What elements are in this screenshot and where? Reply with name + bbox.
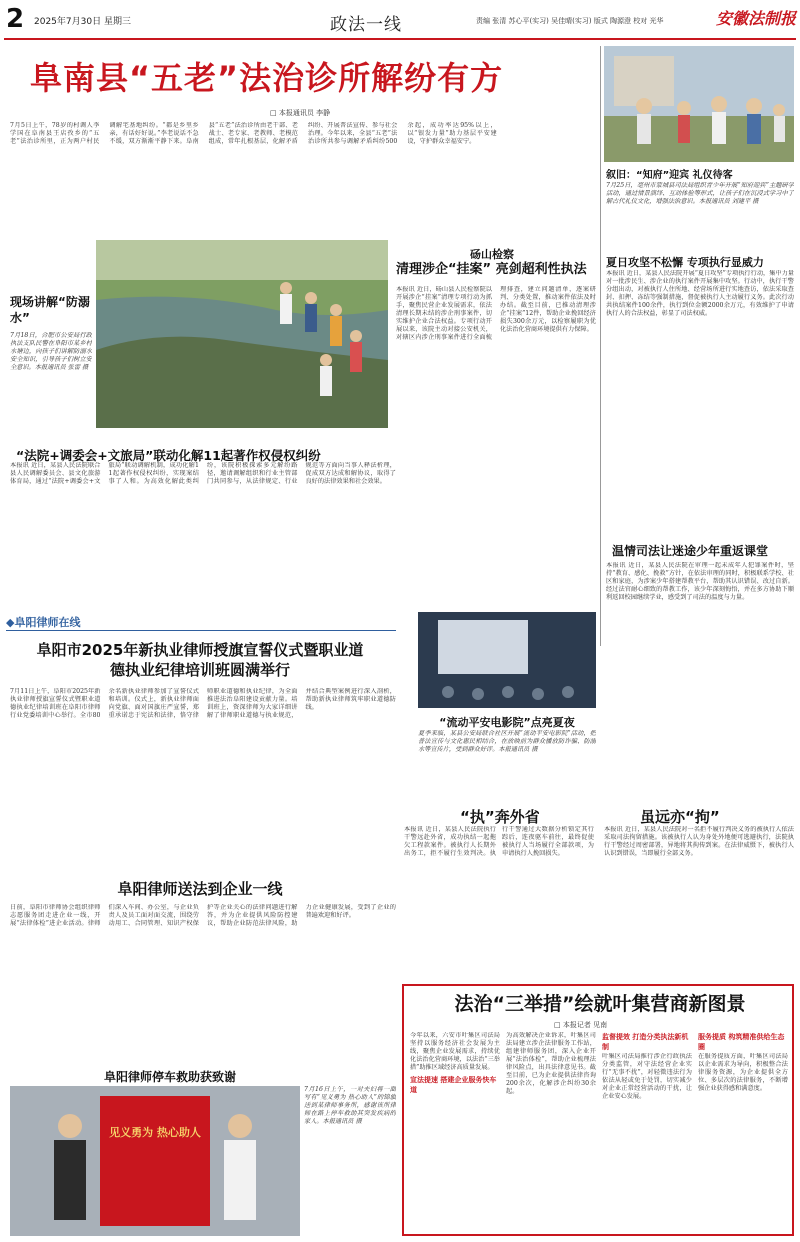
feature-sub3: 服务提质 构筑精准供给生态圈 [698, 1033, 785, 1051]
story-summer-title: 夏日攻坚不松懈 专项执行显威力 [606, 256, 764, 269]
story-youth-body: 本报讯 近日，某县人民法院在审理一起未成年人犯罪案件时，坚持“教育、感化、挽救”方针，在依法审理的同时，积极联系学校、社区和家庭，为涉案少年搭建帮教平台，帮助其认识错误、改过自新。经过法官耐心细致的帮教工作，该少年深刻悔悟，并在多方协助下顺利返回校园继续学业，感受到了司法的温度与力量。 [606, 562, 794, 601]
story-lawyers-title: 阜阳市2025年新执业律师授旗宣誓仪式暨职业道德执业纪律培训班圆满举行 [36, 641, 364, 679]
story-lawyers-body: 7月11日上午，阜阳市2025年新执业律师授旗宣誓仪式暨职业道德执业纪律培训班在阜阳市律师行业党委培训中心举行。全市80余名新执业律师参加了宣誓仪式和培训。仪式上，新执业律师面向党旗、面对国旗庄严宣誓，郑重承诺忠于宪法和法律，恪守律师职业道德和执业纪律，为全面推进法治阜阳建设贡献力量。培训班上，资深律师为大家详细讲解了律师职业道德与执业规范，并结合典型案例进行深入剖析，帮助新执业律师筑牢职业道德防线。 [10, 688, 396, 719]
video-title: “流动平安电影院”点亮夏夜 [439, 716, 575, 729]
photo-video [418, 612, 596, 708]
feature-sub1: 宣法提速 搭建企业服务快车道 [410, 1076, 497, 1094]
feature-sub1-body: 为高效解决企业诉求，叶集区司法局建立涉企法律服务工作站，组建律师服务团，深入企业开展“法治体检”，帮助企业梳理法律风险点，出具法律意见书。截至目前，已为企业提供法律咨询200余次，化解涉企纠纷30余起。 [506, 1032, 596, 1095]
feature-title: 法治“三举措”绘就叶集营商新图景 [454, 993, 746, 1015]
section-tag: ◆阜阳律师在线 [6, 616, 81, 629]
photo-right-caption: 7月25日，亳州市蒙城县司法局组织青少年开展“知府迎宾”主题研学活动，通过情景演绎、互动体验等形式，让孩子们在沉浸式学习中了解古代礼仪文化，增强法治意识。本报通讯员 刘建平 摄 [606, 182, 794, 205]
story-summer-body: 本报讯 近日，某县人民法院开展“夏日攻坚”专项执行行动，集中力量对一批涉民生、涉企业的执行案件开展集中攻坚。行动中，执行干警分组出动，对被执行人住所地、经营场所进行实地查访，依法采取查封、扣押、冻结等强制措施，督促被执行人主动履行义务。此次行动共执结案件100余件，执行到位金额2000余万元，有效维护了申请执行人的合法权益，彰显了司法权威。 [606, 270, 794, 317]
story-execute-title: “执”奔外省 [460, 808, 540, 826]
lead-headline: 阜南县“五老”法治诊所解纷有方 [30, 59, 504, 97]
photo-left-title: 现场讲解“防溺水” [10, 295, 90, 325]
story-enterprise-body: 日前，阜阳市律师协会组织律师志愿服务团走进企业一线，开展“法律体检”进企业活动。律师们深入车间、办公室，与企业负责人及员工面对面交流，围绕劳动用工、合同管理、知识产权保护等企业关心的法律问题进行解答，并为企业提供风险防控建议，帮助企业防范法律风险，助力企业健康发展，受到了企业的普遍欢迎和好评。 [10, 904, 396, 927]
lead-byline: □ 本报通讯员 李静 [270, 109, 331, 117]
feature-columns [410, 1032, 788, 1230]
story-youth-title: 温情司法让迷途少年重返课堂 [612, 544, 769, 558]
story-rescue-caption: 7月16日上午，一对夫妇将一面写有“见义勇为 热心助人”的锦旗送到某律师事务所，感谢该所律师在路上停车救助其突发疾病的家人。本报通讯员 摄 [304, 1086, 396, 1125]
story-far-body: 本报讯 近日，某县人民法院对一名拒不履行判决义务的被执行人依法采取司法拘留措施。该被执行人认为身处外地便可逃避执行，法院执行干警经过周密部署，异地将其拘传到案。在法律威慑下，被执行人认识到错误，当即履行全部义务。 [604, 826, 794, 857]
page-number: 2 [6, 4, 25, 34]
story-shouxian-body: 本报讯 近日，砀山县人民检察院以开展涉企“挂案”清理专项行动为抓手，聚焦民营企业发展需求，依法清理长期未结的涉企刑事案件，切实维护企业合法权益。专项行动开展以来，该院主动对接公安机关，对辖区内涉企刑事案件进行全面梳理排查，建立问题清单，逐案研判、分类处置，推动案件依法及时办结。截至目前，已推动清理涉企“挂案”12件，帮助企业挽回经济损失300余万元，以检察履职为优化法治化营商环境提供有力保障。 [396, 286, 596, 341]
story-far-title: 虽远亦“拘” [640, 808, 720, 826]
photo-right-title: 叙旧：“知府”迎宾 礼仪待客 [606, 170, 733, 181]
story-execute-body: 本报讯 近日，某县人民法院执行干警远赴外省，成功执结一起拖欠工程款案件。被执行人长期外出务工，拒不履行生效判决。执行干警通过大数据分析锁定其行踪后，连夜驱车前往，最终促使被执行人当场履行全部款项，为申请执行人挽回损失。 [404, 826, 594, 857]
divider [600, 46, 601, 646]
section-rule [6, 630, 396, 631]
feature-sub2-body: 叶集区司法局推行涉企行政执法分类监管，对守法经营企业实行“无事不扰”，对轻微违法行为依法从轻或免于处罚，切实减少对企业正常经营活动的干扰，让企业安心发展。 [602, 1053, 692, 1100]
feature-sub2: 监督提效 打造分类执法新机制 [602, 1033, 689, 1051]
lead-body: 7月5日上午，78岁的村调人李学国在阜南县王店孜乡的“五老”法治诊所里，正为两户村民调解宅基地纠纷。“都是乡里乡亲，有话好好说。”李老说话不急不缓，双方渐渐平静下来。阜南县“五老”法治诊所由老干部、老战士、老专家、老教师、老模范组成，常年扎根基层，化解矛盾纠纷、开展普法宣传、参与社会治理。今年以来，全县“五老”法治诊所共参与调解矛盾纠纷500余起，成功率达95%以上，以“银发力量”助力基层平安建设，守护群众幸福安宁。 [10, 122, 497, 145]
video-caption: 夏季来临，某县公安局联合社区开展“流动平安电影院”活动，把普法宣传与文化惠民相结合，在放映前为群众播放防诈骗、防溺水等宣传片，受到群众好评。本报通讯员 摄 [418, 730, 596, 753]
masthead-rule [4, 38, 796, 40]
photo-children [604, 46, 794, 162]
story-shouxian-title: 清理涉企“挂案” 亮剑超利性执法 [396, 262, 587, 277]
feature-sub3-body: 在服务提质方面，叶集区司法局以企业需求为导向，积极整合法律服务资源，为企业提供全方位、多层次的法律服务，不断增强企业获得感和满意度。 [698, 1053, 788, 1092]
banner-text: 见义勇为 热心助人 [109, 1126, 201, 1139]
photo-canal [96, 240, 388, 428]
feature-byline: □ 本报记者 见南 [554, 1021, 608, 1029]
photo-left-caption: 7月18日，合肥市公安局行政执法支队民警在阜阳市某乡村水塘边，向孩子们讲解防溺水安全知识，引导孩子们树立安全意识。本报通讯员 张雷 摄 [10, 332, 92, 371]
section-name: 政法一线 [330, 15, 402, 35]
masthead [0, 0, 800, 44]
photo-banner [10, 1086, 300, 1236]
story-enterprise-title: 阜阳律师送法到企业一线 [117, 880, 283, 898]
feature-box [402, 984, 794, 1236]
story-shouxian-kicker: 砀山检察 [470, 248, 514, 261]
story-alliance-body: 本报讯 近日，某县人民法院联合县人民调解委员会、县文化旅游体育局，通过“法院+调委会+文旅局”联动调解机制，成功化解11起著作权侵权纠纷，实现案结事了人和。为高效化解此类纠纷，该院积极探索多元解纷路径，邀请调解组织和行业主管部门共同参与，从法律规定、行业规范等方面向当事人释法析理，促成双方达成和解协议，取得了良好的法律效果和社会效果。 [10, 462, 396, 485]
story-rescue-title: 阜阳律师停车救助获致谢 [103, 1070, 236, 1084]
issue-date: 2025年7月30日 星期三 [34, 17, 131, 27]
staff-credits: 责编 张清 苏心平(实习) 吴佳晴(实习) 版式 陶源澄 校对 光华 [476, 17, 664, 25]
masthead-logo: 安徽法制报 [716, 9, 797, 28]
feature-intro: 今年以来，六安市叶集区司法局坚持以服务经济社会发展为主线，聚焦企业发展需求，持续优化法治化营商环境，以法治“三举措”助推区域经济高质量发展。 [410, 1032, 500, 1071]
story-alliance-title: “法院+调委会+文旅局”联动化解11起著作权侵权纠纷 [16, 448, 321, 463]
